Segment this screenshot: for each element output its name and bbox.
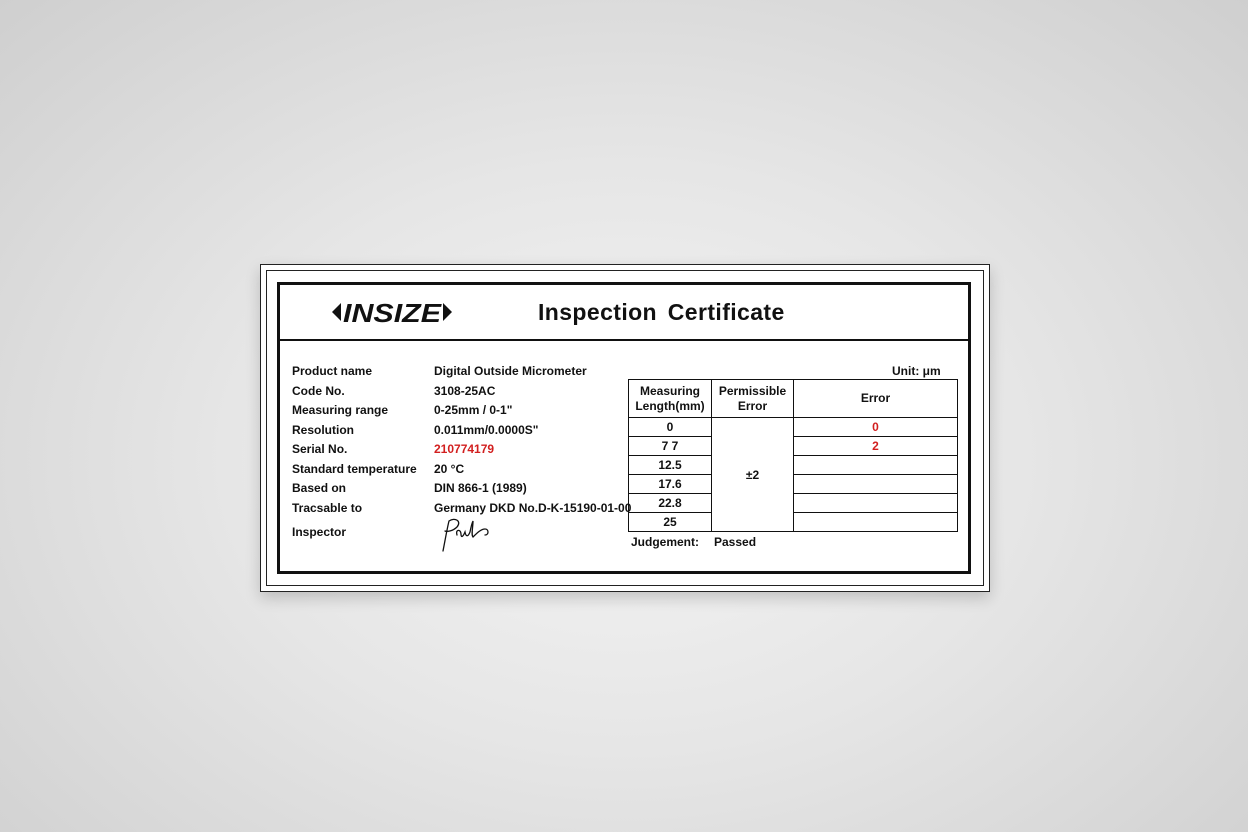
header-error: Error [794,380,958,418]
length-cell: 7 7 [629,437,712,456]
info-label: Product name [292,364,373,378]
error-cell [794,513,958,532]
insize-logo [332,297,452,327]
error-cell [794,456,958,475]
inspector-signature [435,515,501,555]
length-cell: 17.6 [629,475,712,494]
info-value: 3108-25AC [434,383,496,398]
table-row [629,437,958,456]
judgement-value: Passed [714,535,757,549]
error-cell [794,494,958,513]
page-title: Inspection Certificate [538,299,785,325]
info-label: Serial No. [292,442,348,456]
certificate-frame [277,282,971,574]
info-label: Standard temperature [292,461,417,476]
info-value: Germany DKD No.D-K-15190-01-00 [434,500,632,515]
header-measuring-length [629,380,712,418]
inspector-label: Inspector [292,525,347,539]
table-row [629,475,958,494]
inspection-certificate-card [260,264,990,592]
info-value: Digital Outside Micrometer [434,364,587,378]
info-label: Measuring range [292,403,389,417]
table-row [629,456,958,475]
info-value: 20 °C [434,461,465,476]
permissible-error-cell: ±2 [712,418,794,532]
header-length-line2: Length(mm) [635,398,705,413]
table-header-row [629,380,958,418]
error-cell: 2 [794,437,958,456]
header-permissible-error [712,380,794,418]
error-cell [794,475,958,494]
table-row [629,494,958,513]
measurement-table [628,379,958,532]
info-value: 0.011mm/0.0000S" [434,422,539,437]
info-label: Code No. [292,383,345,398]
certificate-header [280,285,968,341]
error-cell: 0 [794,418,958,437]
info-label: Based on [292,481,347,495]
header-perm-line2: Error [737,398,768,413]
table-row [629,513,958,532]
info-value: DIN 866-1 (1989) [434,481,527,495]
info-value: 0-25mm / 0-1" [434,403,513,417]
unit-label: Unit: μm [892,364,941,378]
insize-logo-text: INSIZE [343,298,442,327]
header-perm-line1: Permissible [718,383,787,398]
header-length-line1: Measuring [639,383,700,398]
info-label: Tracsable to [292,500,363,515]
length-cell: 12.5 [629,456,712,475]
judgement-label: Judgement: [631,535,700,549]
length-cell: 0 [629,418,712,437]
length-cell: 22.8 [629,494,712,513]
info-value: 210774179 [434,442,495,456]
length-cell: 25 [629,513,712,532]
table-row [629,418,958,437]
info-label: Resolution [292,422,354,437]
